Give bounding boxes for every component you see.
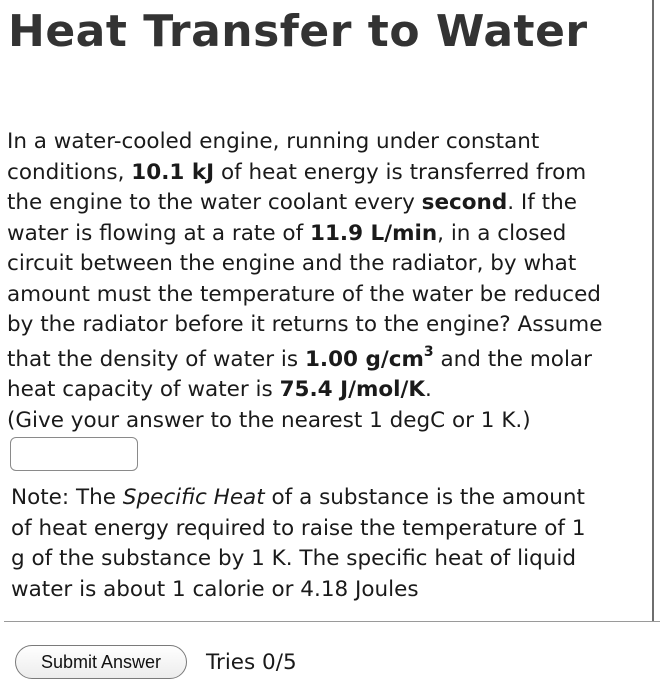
note-line-3: g of the substance by 1 K. The specific heat of liquid	[11, 546, 577, 571]
problem-text: that the density of water is	[7, 346, 305, 372]
note-text: of a substance is the amount	[264, 485, 585, 510]
page-title: Heat Transfer to Water	[8, 6, 588, 57]
problem-line-8	[7, 345, 652, 376]
problem-line-10: (Give your answer to the nearest 1 degC or 1 K.)	[7, 407, 531, 433]
note-line-2: of heat energy required to raise the temperature of 1	[11, 515, 586, 541]
answer-input[interactable]	[10, 437, 138, 471]
right-border-line	[652, 0, 654, 622]
problem-line-5: circuit between the engine and the radiator, by what	[7, 251, 577, 276]
problem-text: the engine to the water coolant every	[7, 190, 422, 215]
problem-text: and the molar	[433, 346, 592, 372]
problem-text: , in a closed	[437, 220, 567, 246]
specific-heat-note	[11, 483, 646, 605]
problem-text: . If the	[507, 190, 577, 215]
density-value	[304, 343, 434, 372]
section-divider	[4, 621, 660, 622]
problem-text: heat capacity of water is	[7, 377, 280, 402]
problem-text: of heat energy is transferred from	[214, 159, 587, 185]
problem-text: conditions,	[7, 159, 132, 185]
submit-answer-button[interactable]: Submit Answer	[15, 645, 187, 679]
density-exponent: 3	[423, 343, 434, 360]
problem-line-6: amount must the temperature of the water be reduced	[7, 281, 601, 307]
problem-statement	[7, 127, 652, 436]
problem-line-9	[7, 375, 652, 406]
note-text: Note: The	[11, 485, 123, 510]
problem-line-4	[7, 219, 652, 250]
note-line-1	[11, 483, 646, 514]
time-unit: second	[421, 190, 508, 215]
heat-value: 10.1 kJ	[131, 159, 215, 185]
problem-text: .	[425, 377, 432, 402]
note-line-4: water is about 1 calorie or 4.18 Joules	[11, 576, 419, 602]
problem-text: water is flowing at a rate of	[7, 220, 310, 246]
problem-line-3	[7, 188, 652, 219]
density-number: 1.00 g/cm	[304, 346, 424, 372]
problem-line-7: by the radiator before it returns to the engine? Assume	[7, 312, 603, 337]
heat-capacity-value: 75.4 J/mol/K	[279, 377, 426, 402]
problem-line-1: In a water-cooled engine, running under constant	[7, 129, 540, 154]
specific-heat-term: Specific Heat	[122, 485, 265, 510]
problem-line-2	[7, 158, 652, 189]
tries-counter: Tries 0/5	[206, 650, 297, 675]
flow-rate-value: 11.9 L/min	[309, 220, 438, 246]
